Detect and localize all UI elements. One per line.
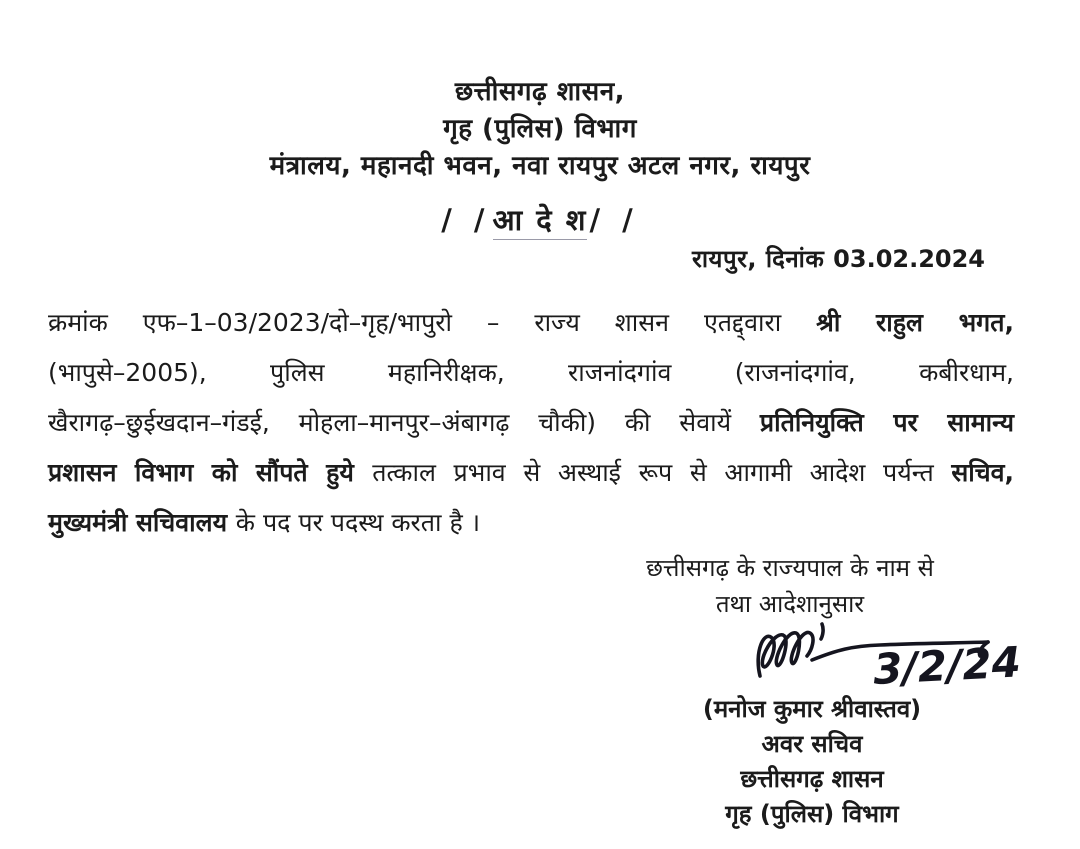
body-line (48, 498, 1014, 548)
place-date-label: रायपुर, दिनांक (692, 245, 825, 273)
body-segment: तत्काल प्रभाव से अस्थाई रूप से आगामी आदेश पर्यन्त (372, 458, 952, 487)
body-segment: (भापुसे–2005), पुलिस महानिरीक्षक, राजनांदगांव (राजनांदगांव, कबीरधाम, (48, 358, 1014, 387)
signature-scrawl-dot (821, 624, 823, 639)
signature-scrawl-loops (758, 632, 813, 676)
order-title-prefix-slashes: / / (441, 203, 491, 237)
body-segment-deputation: प्रतिनियुक्ति पर सामान्य (759, 408, 1014, 437)
header-line-address: मंत्रालय, महानदी भवन, नवा रायपुर अटल नगर, रायपुर (269, 151, 811, 181)
signature-area (752, 612, 1052, 700)
signer-org-government: छत्तीसगढ़ शासन (740, 765, 884, 793)
signature-handwritten-date: 3/2/24 (871, 637, 1022, 694)
signer-org-department: गृह (पुलिस) विभाग (725, 800, 899, 828)
body-segment-department: प्रशासन विभाग को सौंपते हुये (48, 458, 373, 487)
document-header (0, 74, 1080, 185)
header-line-department: गृह (पुलिस) विभाग (443, 114, 637, 144)
signer-details (602, 692, 1022, 832)
order-body-paragraph (48, 298, 1014, 548)
order-date-value: 03.02.2024 (833, 245, 985, 273)
signer-name: (मनोज कुमार श्रीवास्तव) (702, 695, 922, 723)
order-title (0, 200, 1080, 239)
closing-line-governor: छत्तीसगढ़ के राज्यपाल के नाम से (646, 554, 934, 582)
header-line-government: छत्तीसगढ़ शासन, (454, 77, 626, 107)
body-segment: खैरागढ़–छुईखदान–गंडई, मोहला–मानपुर–अंबागढ़ चौकी) की सेवायें (48, 408, 760, 437)
order-title-text: आ दे श (493, 203, 588, 240)
body-line (48, 298, 1014, 348)
body-segment-officer-name: श्री राहुल भगत, (816, 308, 1014, 337)
body-segment: क्रमांक एफ–1–03/2023/दो–गृह/भापुरो – राज्य शासन एतद्द्वारा (48, 308, 817, 337)
body-line (48, 398, 1014, 448)
body-line (48, 348, 1014, 398)
signer-designation: अवर सचिव (761, 730, 863, 758)
place-date-line (692, 242, 985, 275)
body-segment: के पद पर पदस्थ करता है । (235, 508, 481, 537)
body-line (48, 448, 1014, 498)
order-title-suffix-slashes: / / (589, 203, 639, 237)
signature-mark (752, 612, 1052, 700)
body-segment-cm-secretariat: मुख्यमंत्री सचिवालय (48, 508, 236, 537)
body-segment-post: सचिव, (951, 458, 1014, 487)
closing-line-by-order: तथा आदेशानुसार (715, 590, 865, 618)
